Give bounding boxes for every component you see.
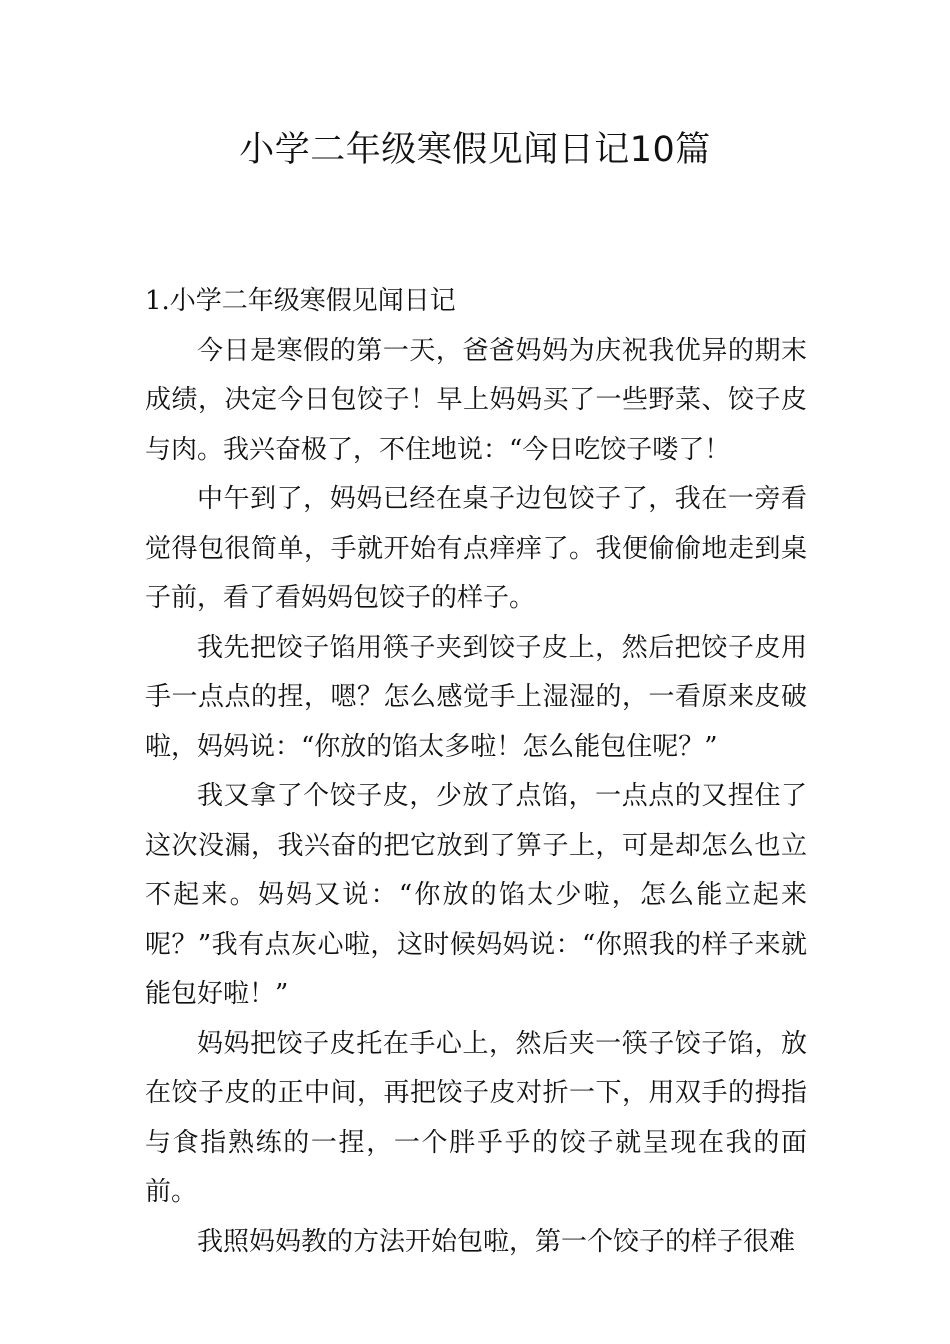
paragraph-1: 今日是寒假的第一天，爸爸妈妈为庆祝我优异的期末成绩，决定今日包饺子！早上妈妈买了一些野菜、饺子皮与肉。我兴奋极了，不住地说：“今日吃饺子喽了！: [145, 335, 807, 465]
document-title: 小学二年级寒假见闻日记10篇: [239, 130, 711, 170]
paragraph-5: 妈妈把饺子皮托在手心上，然后夹一筷子饺子馅，放在饺子皮的正中间，再把饺子皮对折一下，用双手的拇指与食指熟练的一捏，一个胖乎乎的饺子就呈现在我的面前。: [145, 1028, 807, 1207]
section-heading: 1.小学二年级寒假见闻日记: [145, 286, 456, 316]
paragraph-4: 我又拿了个饺子皮，少放了点馅，一点点的又捏住了这次没漏，我兴奋的把它放到了箅子上，可是却怎么也立不起来。妈妈又说：“你放的馅太少啦，怎么能立起来呢？”我有点灰心啦，这时候妈妈说：“你照我的样子来就能包好啦！”: [145, 781, 807, 1009]
paragraph-3: 我先把饺子馅用筷子夹到饺子皮上，然后把饺子皮用手一点点的捏，嗯？怎么感觉手上湿湿的，一看原来皮破啦，妈妈说：“你放的馅太多啦！怎么能包住呢？”: [145, 632, 807, 762]
document-body: [145, 277, 807, 1267]
paragraph-2: 中午到了，妈妈已经在桌子边包饺子了，我在一旁看觉得包很简单，手就开始有点痒痒了。我便偷偷地走到桌子前，看了看妈妈包饺子的样子。: [145, 484, 807, 613]
paragraph-6: 我照妈妈教的方法开始包啦，第一个饺子的样子很难: [197, 1226, 796, 1257]
